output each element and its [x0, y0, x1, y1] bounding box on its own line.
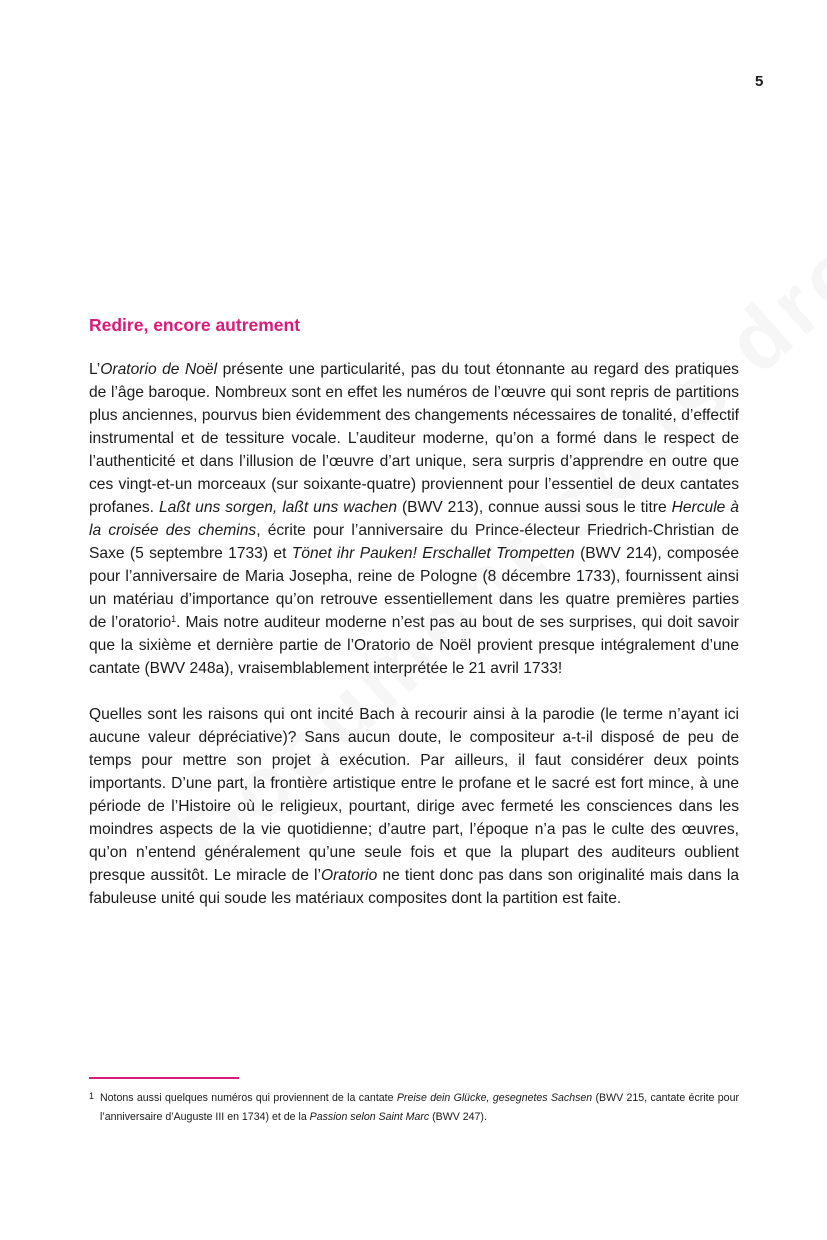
- p2-text-c: ne tient donc pas dans son originalité mais dans la fabuleuse unité qui soude les matériaux composites dont la partition est faite.: [89, 867, 739, 907]
- footnote-number: 1: [89, 1091, 95, 1101]
- paragraph-2: [89, 703, 739, 910]
- fn-title-bwv215: Preise dein Glücke, gesegnetes Sachsen: [396, 1092, 593, 1104]
- p1-title-oratorio: Oratorio de Noël: [100, 361, 218, 378]
- p1-text-i: . Mais notre auditeur moderne n’est pas au bout de ses surprises, qui doit savoir que la sixième et dernière partie de l’Oratorio de Noël provient presque intégralement d’une cantate (BWV 248a), vraisemblablement interprétée le 21 avril 1733!: [89, 614, 739, 677]
- fn-text-a: Notons aussi quelques numéros qui proviennent de la cantate: [100, 1092, 397, 1104]
- footnote: [89, 1089, 739, 1127]
- p1-text-f: , écrite pour l’anniversaire du Prince-électeur Friedrich-Christian de Saxe (5 septembre 1733) et: [89, 522, 739, 562]
- p1-text-b: présente une particularité, pas du tout étonnante au regard des pratiques de l’âge baroque. Nombreux sont en effet les numéros de l’œuvre qui sont repris de partitions plus anciennes, pourvus bien évidemment des changements nécessaires de tonalité, d’effectif instrumental et de tessiture vocale. L’auditeur moderne, qu’on a formé dans le respect de l’authenticité et dans l’illusion de l’œuvre d’art unique, sera surpris d’apprendre en outre que ces vingt-et-un morceaux (sur soixante-quatre) proviennent pour l’essentiel de deux cantates profanes.: [89, 361, 739, 516]
- p1-title-hercule: Hercule à la croisée des chemins: [89, 499, 739, 539]
- fn-title-passion: Passion selon Saint Marc: [309, 1111, 430, 1123]
- fn-text-e: (BWV 247).: [429, 1111, 487, 1123]
- page-number: 5: [755, 73, 764, 90]
- paragraph-1: [89, 358, 739, 680]
- p2-title-oratorio: Oratorio: [320, 867, 378, 884]
- p1-text-h: (BWV 214), composée pour l’anniversaire de Maria Josepha, reine de Pologne (8 décembre 1733), fournissent ainsi un matériau d’importance qu’on retrouve essentiellement dans les quatre premières parties de l’oratorio: [89, 545, 739, 631]
- section-heading: Redire, encore autrement: [89, 315, 301, 335]
- p2-text-a: Quelles sont les raisons qui ont incité Bach à recourir ainsi à la parodie (le terme n’ayant ici aucune valeur dépréciative)? Sans aucun doute, le compositeur a-t-il disposé de peu de temps pour mettre son projet à exécution. Par ailleurs, il faut considérer deux points importants. D’une part, la frontière artistique entre le profane et le sacré est fort mince, à une période de l’Histoire où le religieux, pourtant, dirige avec fermeté les consciences dans les moindres aspects de la vie quotidienne; d’autre part, l’époque n’a pas le culte des œuvres, qu’on n’entend généralement qu’une seule fois et que la plupart des auditeurs oublient presque aussitôt. Le miracle de l’: [89, 706, 739, 884]
- footnote-text: [89, 1089, 739, 1127]
- p1-title-bwv214: Tönet ihr Pauken! Erschallet Trompetten: [291, 545, 575, 562]
- p1-text-d: (BWV 213), connue aussi sous le titre: [397, 499, 672, 516]
- main-content: [89, 312, 739, 933]
- p1-text-a: L’: [89, 361, 101, 378]
- p1-title-bwv213: Laßt uns sorgen, laßt uns wachen: [158, 499, 398, 516]
- fn-text-c: (BWV 215, cantate écrite pour l’anniversaire d’Auguste III en 1734) et de la: [100, 1092, 739, 1123]
- footnote-divider: [89, 1077, 239, 1079]
- footnote-ref[interactable]: 1: [171, 614, 177, 624]
